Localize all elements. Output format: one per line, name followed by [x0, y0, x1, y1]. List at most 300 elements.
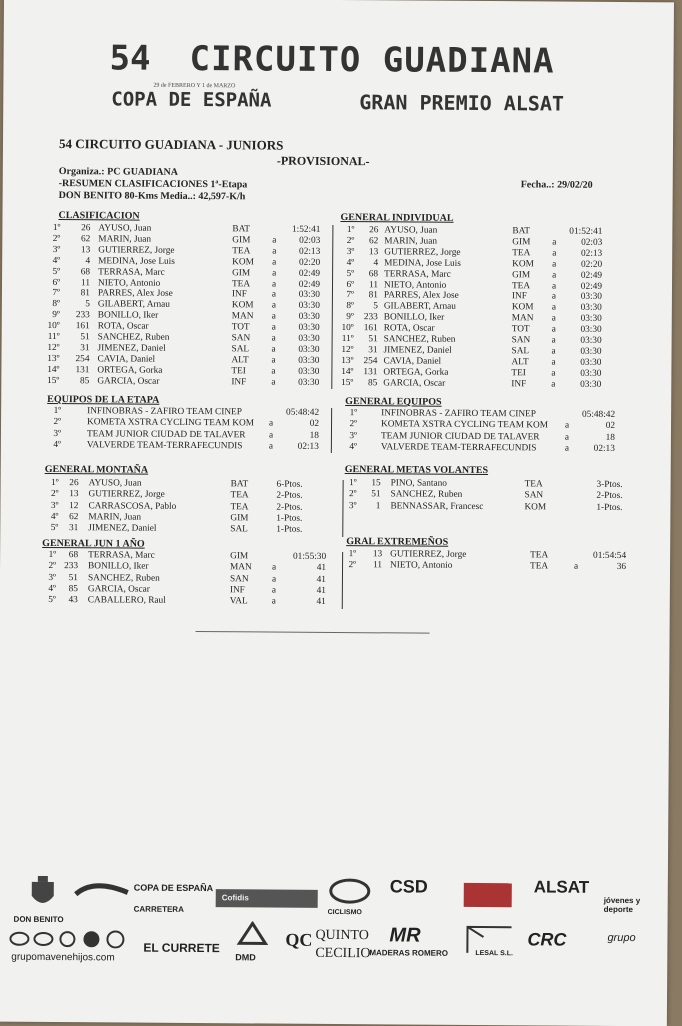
cell-name: SANCHEZ, Ruben	[98, 332, 170, 343]
cell-team: ALT	[511, 357, 528, 367]
maderas-romero-logo: MADERAS ROMERO	[369, 948, 448, 958]
cell-pos: 5º	[0, 595, 56, 605]
alsat-logo: ALSAT	[534, 877, 590, 897]
cell-team: INF	[512, 292, 527, 302]
cell-dorsal: 11	[30, 277, 90, 287]
cell-pos: 2º	[294, 236, 354, 246]
cell-team: VAL	[230, 596, 248, 606]
cell-time: 02:49	[260, 279, 320, 289]
cell-pos: 15º	[0, 375, 59, 385]
cell-pos: 4º	[0, 255, 60, 265]
cell-team: TOT	[232, 322, 250, 332]
cell-dorsal: 161	[30, 321, 90, 331]
cell-name: GARCIA, Oscar	[97, 376, 159, 386]
cell-a: a	[565, 421, 569, 431]
cell-dorsal: 4	[30, 256, 90, 266]
cell-pos: 2º	[297, 419, 357, 429]
cell-dorsal: 31	[18, 523, 78, 533]
cell-time: 03:30	[541, 379, 601, 389]
cell-name: NIETO, Antonio	[390, 561, 452, 571]
cell-time: 03:30	[541, 357, 601, 367]
cell-pos: 11º	[0, 332, 60, 342]
cell-dorsal: 161	[318, 323, 378, 333]
cell-pos: 1º	[294, 225, 354, 235]
cell-team: TEA	[512, 281, 530, 291]
cell-team: SAL	[512, 346, 530, 356]
cell-name: SANCHEZ, Ruben	[391, 490, 463, 501]
cell-dorsal: 68	[30, 266, 90, 276]
carretera-text: CARRETERA	[134, 905, 184, 914]
cell-dorsal: 31	[318, 345, 378, 355]
cell-team: KOM	[524, 502, 546, 512]
cell-team: TEA	[231, 491, 249, 501]
cell-pos: 12º	[0, 343, 60, 353]
cell-dorsal: 26	[19, 478, 79, 488]
cell-team: SAL	[230, 524, 248, 534]
cell-time: 05:48:42	[555, 410, 615, 420]
cell-pos: 13º	[293, 355, 353, 365]
cell-time: 03:30	[542, 325, 602, 335]
cell-pos: 7º	[294, 290, 354, 300]
cell-time: 02:03	[260, 235, 320, 245]
cell-dorsal: 51	[318, 334, 378, 344]
cell-name: PARRES, Alex Jose	[384, 291, 459, 302]
jovenes-deporte-logo: jóvenes y deporte	[604, 896, 656, 914]
cell-time: 03:30	[259, 377, 319, 387]
cell-time: 03:30	[541, 368, 601, 378]
cell-dorsal: 68	[318, 268, 378, 278]
cell-a: a	[552, 325, 556, 335]
cell-pts: 1-Ptos.	[242, 525, 302, 535]
cell-name: TERRASA, Marc	[98, 267, 165, 277]
cell-time: 02	[259, 419, 319, 429]
cell-team: TEI	[511, 368, 526, 378]
cell-pos: 9º	[294, 312, 354, 322]
cell-a: a	[271, 366, 275, 376]
csd-logo: CSD	[390, 876, 428, 897]
cell-name: MARIN, Juan	[384, 236, 437, 246]
cell-team: SAN	[525, 491, 544, 501]
cell-name: GUTIERREZ, Jorge	[390, 549, 466, 560]
cell-a: a	[551, 379, 555, 389]
cell-name: BONILLO, Iker	[98, 311, 158, 321]
cell-dorsal: 85	[18, 584, 78, 594]
cell-team: BAT	[232, 224, 250, 234]
cell-dorsal: 68	[18, 550, 78, 560]
dmd-emblem-icon	[235, 921, 269, 947]
cell-team: TEA	[230, 502, 248, 512]
cell-dorsal: 31	[30, 343, 90, 353]
cell-dorsal: 254	[29, 354, 89, 364]
cell-dorsal: 51	[30, 332, 90, 342]
cell-pos: 4º	[294, 257, 354, 267]
cell-team: TOT	[512, 324, 530, 334]
cell-pos: 3º	[0, 572, 56, 582]
cell-dorsal: 81	[318, 290, 378, 300]
car-brands-logos	[9, 930, 129, 954]
cell-name: PARRES, Alex Jose	[98, 289, 173, 300]
cell-pos: 14º	[0, 364, 59, 374]
cell-pos: 1º	[297, 478, 357, 488]
event-dates: 29 de FEBRERO Y 1 de MARZO	[153, 83, 235, 90]
section-gral-extremenos: GRAL EXTREMEÑOS	[346, 536, 448, 548]
cell-a: a	[269, 430, 273, 440]
cell-name: GILABERT, Arnau	[98, 300, 170, 311]
cell-time: 02:13	[542, 248, 602, 258]
cell-pos: 1º	[1, 406, 61, 416]
cell-name: JIMENEZ, Daniel	[384, 345, 452, 355]
cell-name: ROTA, Oscar	[384, 323, 435, 333]
cell-dorsal: 4	[318, 258, 378, 268]
cell-time: 03:30	[260, 344, 320, 354]
cell-a: a	[272, 563, 276, 573]
cell-time: 02:13	[259, 441, 319, 451]
cell-dorsal: 13	[30, 245, 90, 255]
cell-dorsal: 5	[30, 299, 90, 309]
cell-team: INF	[511, 379, 526, 389]
cell-team: GIM	[230, 551, 248, 561]
stage-line: DON BENITO 80-Kms Media..: 42,597-K/h	[59, 190, 246, 202]
cell-pts: 1-Ptos.	[562, 502, 622, 512]
cell-a: a	[272, 279, 276, 289]
cell-dorsal: 62	[30, 234, 90, 244]
cell-time: 03:30	[259, 366, 319, 376]
section-clasificacion: CLASIFICACION	[58, 210, 139, 222]
copa-espana-logo	[74, 882, 130, 907]
cell-pos: 3º	[296, 500, 356, 510]
cell-name: VALVERDE TEAM-TERRAFECUNDIS	[87, 440, 243, 451]
cell-name: BONILLO, Iker	[384, 313, 444, 323]
cell-team: KOM	[232, 257, 254, 267]
cell-time: 03:30	[542, 346, 602, 356]
lesal-logo: LESAL S.L.	[457, 923, 513, 957]
section-general-metas: GENERAL METAS VOLANTES	[345, 464, 488, 476]
cell-pos: 9º	[0, 310, 60, 320]
cell-pts: 2-Ptos.	[563, 491, 623, 501]
cell-dorsal: 233	[318, 312, 378, 322]
cell-name: TERRASA, Marc	[88, 550, 155, 560]
cell-a: a	[552, 314, 556, 324]
cell-dorsal: 26	[318, 225, 378, 235]
cell-a: a	[552, 292, 556, 302]
cell-dorsal: 13	[318, 247, 378, 257]
cell-time: 03:30	[259, 355, 319, 365]
coat-of-arms-icon	[28, 876, 58, 910]
copa-espana-text: COPA DE ESPAÑA	[134, 883, 213, 894]
cell-a: a	[272, 301, 276, 311]
general-montana-table	[4, 0, 674, 2]
cell-team: BAT	[512, 226, 530, 236]
cell-a: a	[552, 303, 556, 313]
cell-name: TERRASA, Marc	[384, 269, 451, 279]
cell-name: NIETO, Antonio	[384, 280, 446, 290]
cell-a: a	[272, 344, 276, 354]
ciclismo-logo: CICLISMO	[328, 878, 372, 916]
cell-a: a	[272, 246, 276, 256]
cell-time: 02:49	[542, 281, 602, 291]
cell-team: GIM	[230, 513, 248, 523]
cell-name: TEAM JUNIOR CIUDAD DE TALAVER	[87, 429, 246, 440]
cell-dorsal: 51	[321, 489, 381, 499]
cell-team: KOM	[512, 259, 534, 269]
cell-time: 03:30	[542, 314, 602, 324]
cell-team: TEA	[530, 550, 548, 560]
cell-team: INF	[231, 377, 246, 387]
cell-name: CAVIA, Daniel	[97, 354, 155, 364]
cell-time: 03:30	[260, 323, 320, 333]
cell-name: VALVERDE TEAM-TERRAFECUNDIS	[381, 442, 537, 453]
car-brand-icons	[9, 930, 129, 949]
general-equipos-table	[4, 0, 674, 2]
cell-pos: 4º	[1, 440, 61, 450]
cell-team: TEA	[232, 246, 250, 256]
cell-a: a	[271, 355, 275, 365]
cell-dorsal: 15	[321, 478, 381, 488]
cell-team: SAN	[230, 574, 249, 584]
general-jun1-table	[4, 0, 674, 2]
cell-name: BONILLO, Iker	[88, 562, 148, 572]
cell-a: a	[552, 248, 556, 258]
cell-time: 03:30	[542, 303, 602, 313]
cell-pos: 1º	[0, 223, 60, 233]
cell-time: 03:30	[542, 335, 602, 345]
crc-logo: CRC	[527, 929, 566, 950]
cell-team: KOM	[232, 301, 254, 311]
cell-a: a	[272, 268, 276, 278]
cell-dorsal: 11	[322, 560, 382, 570]
cell-team: ALT	[231, 355, 248, 365]
spain-government-logo	[464, 883, 512, 907]
cell-time: 05:48:42	[259, 407, 319, 417]
cell-time: 02:20	[542, 259, 602, 269]
cell-pos: 2º	[1, 417, 61, 427]
cell-pos: 13º	[0, 353, 60, 363]
cell-pos: 4º	[0, 512, 58, 522]
cell-team: SAL	[232, 344, 250, 354]
cell-pos: 10º	[294, 323, 354, 333]
cell-time: 41	[266, 585, 326, 595]
cell-time: 03:30	[260, 290, 320, 300]
cell-a: a	[272, 585, 276, 595]
cell-pos: 10º	[0, 321, 60, 331]
cell-pos: 2º	[297, 489, 357, 499]
cell-pts: 2-Ptos.	[243, 491, 303, 501]
cell-team: TEI	[231, 366, 246, 376]
cell-time: 03:30	[260, 333, 320, 343]
cell-time: 03:30	[260, 312, 320, 322]
cell-dorsal: 254	[317, 356, 377, 366]
cell-dorsal: 13	[322, 549, 382, 559]
cell-time: 18	[555, 432, 615, 442]
cell-dorsal: 81	[30, 288, 90, 298]
cell-pos: 2º	[0, 489, 59, 499]
cell-team: BAT	[231, 479, 249, 489]
cell-team: GIM	[232, 235, 250, 245]
cell-time: 01:54:54	[566, 551, 626, 561]
cell-team: INF	[232, 290, 247, 300]
cell-time: 18	[259, 430, 319, 440]
cell-name: NIETO, Antonio	[98, 278, 160, 288]
cell-a: a	[269, 441, 273, 451]
cell-name: ORTEGA, Gorka	[383, 367, 448, 377]
cell-pts: 1-Ptos.	[242, 513, 302, 523]
cell-pos: 15º	[293, 377, 353, 387]
cell-dorsal: 85	[317, 377, 377, 387]
cofidis-logo: Cofidis	[216, 889, 318, 908]
cell-time: 01:52:41	[542, 226, 602, 236]
dmd-logo: DMD	[235, 921, 269, 962]
cell-name: MARIN, Juan	[88, 512, 141, 522]
cell-name: ORTEGA, Gorka	[97, 365, 162, 375]
cell-name: MARIN, Juan	[98, 234, 151, 244]
cell-a: a	[552, 259, 556, 269]
section-general-equipos: GENERAL EQUIPOS	[345, 396, 441, 408]
cell-name: AYUSO, Juan	[384, 225, 437, 235]
cell-a: a	[272, 257, 276, 267]
cell-a: a	[574, 562, 578, 572]
cell-name: CARRASCOSA, Pablo	[88, 501, 176, 512]
general-individual-table	[4, 0, 674, 2]
mr-monogram: MR	[389, 924, 420, 947]
cell-name: GARCIA, Oscar	[383, 378, 445, 388]
cell-name: GILABERT, Arnau	[384, 302, 456, 313]
cell-a: a	[552, 335, 556, 345]
section-equipos-etapa: EQUIPOS DE LA ETAPA	[47, 394, 159, 406]
cell-name: GARCIA, Oscar	[88, 584, 150, 594]
cell-a: a	[552, 281, 556, 291]
cell-pos: 3º	[0, 500, 58, 510]
cell-a: a	[272, 597, 276, 607]
cell-a: a	[271, 377, 275, 387]
section-general-jun1: GENERAL JUN 1 AÑO	[42, 538, 145, 550]
cell-a: a	[565, 432, 569, 442]
quinto-text: QUINTO	[315, 928, 369, 944]
qc-logo: QC	[285, 930, 312, 951]
cell-time: 03:30	[542, 292, 602, 302]
cell-dorsal: 131	[29, 365, 89, 375]
cell-dorsal: 1	[320, 500, 380, 510]
cell-time: 01:55:30	[266, 552, 326, 562]
cell-team: TEA	[232, 279, 250, 289]
doc-title: 54 CIRCUITO GUADIANA - JUNIORS	[59, 136, 284, 154]
cell-time: 02:49	[260, 268, 320, 278]
cell-time: 02	[555, 421, 615, 431]
cell-pos: 11º	[294, 334, 354, 344]
equipos-etapa-table	[4, 0, 674, 2]
cell-pos: 8º	[294, 301, 354, 311]
section-general-individual: GENERAL INDIVIDUAL	[340, 212, 453, 224]
cell-a: a	[272, 235, 276, 245]
cell-dorsal: 5	[318, 301, 378, 311]
cell-time: 1:52:41	[260, 224, 320, 234]
cell-pos: 3º	[294, 246, 354, 256]
cell-a: a	[552, 346, 556, 356]
cell-name: BENNASSAR, Francesc	[390, 501, 483, 512]
cell-team: MAN	[230, 563, 252, 573]
cell-pos: 2º	[0, 561, 56, 571]
cycling-federation-icon	[328, 878, 372, 904]
cell-name: SANCHEZ, Ruben	[384, 334, 456, 345]
cell-name: PINO, Santano	[391, 478, 447, 488]
cell-dorsal: 26	[30, 223, 90, 233]
cell-team: KOM	[512, 303, 534, 313]
cell-pts: 2-Ptos.	[242, 502, 302, 512]
cell-time: 41	[266, 574, 326, 584]
cell-name: JIMENEZ, Daniel	[98, 343, 166, 353]
cell-pos: 1º	[297, 408, 357, 418]
copa-logo-text: COPA DE ESPAÑA	[111, 88, 271, 111]
cell-a: a	[272, 323, 276, 333]
cell-pos: 7º	[0, 288, 60, 298]
cell-team: MAN	[232, 311, 254, 321]
cell-name: INFINOBRAS - ZAFIRO TEAM CINEP	[87, 406, 242, 417]
general-metas-table	[4, 0, 674, 2]
cell-a: a	[272, 574, 276, 584]
cell-pos: 1º	[0, 550, 56, 560]
cecilio-text: CECILIO	[315, 946, 370, 962]
cell-time: 41	[266, 597, 326, 607]
cell-name: KOMETA XSTRA CYCLING TEAM KOM	[381, 420, 548, 431]
cell-pos: 6º	[294, 279, 354, 289]
cell-dorsal: 51	[18, 572, 78, 582]
cell-name: CAVIA, Daniel	[383, 356, 441, 366]
cell-pos: 2º	[0, 234, 60, 244]
organiza-line: Organiza.: PC GUADIANA	[59, 166, 178, 178]
cell-time: 02:03	[542, 237, 602, 247]
cell-a: a	[552, 237, 556, 247]
cell-pos: 5º	[0, 523, 58, 533]
cell-team: GIM	[512, 237, 530, 247]
cell-a: a	[272, 334, 276, 344]
cell-dorsal: 62	[18, 512, 78, 522]
cell-team: INF	[230, 585, 245, 595]
cell-a: a	[269, 419, 273, 429]
cell-name: GUTIERREZ, Jorge	[384, 247, 460, 258]
cell-pos: 5º	[0, 266, 60, 276]
event-number: 54	[109, 38, 150, 78]
cell-pos: 1º	[0, 478, 59, 488]
cell-pos: 2º	[296, 560, 356, 570]
doc-status: -PROVISIONAL-	[277, 154, 370, 170]
cell-pos: 6º	[0, 277, 60, 287]
don-benito-logo: DON BENITO	[28, 876, 64, 924]
cell-name: CABALLERO, Raul	[88, 595, 166, 606]
cell-time: 02:13	[260, 246, 320, 256]
resumen-line: -RESUMEN CLASIFICACIONES 1ª-Etapa	[59, 178, 248, 190]
cell-name: AYUSO, Juan	[89, 478, 142, 488]
cell-dorsal: 11	[318, 279, 378, 289]
cell-time: 02:49	[542, 270, 602, 280]
cell-pos: 4º	[297, 442, 357, 452]
cell-pos: 4º	[0, 584, 56, 594]
cell-time: 41	[266, 563, 326, 573]
swoosh-icon	[74, 882, 130, 902]
cell-name: ROTA, Oscar	[98, 321, 149, 331]
cell-pos: 3º	[297, 430, 357, 440]
cell-team: SAN	[232, 333, 251, 343]
cell-time: 36	[566, 562, 626, 572]
cell-a: a	[565, 443, 569, 453]
cell-dorsal: 233	[18, 561, 78, 571]
cell-dorsal: 12	[18, 500, 78, 510]
divider-line	[196, 631, 430, 634]
cell-time: 03:30	[260, 301, 320, 311]
grupo-web-text: grupomavenehijos.com	[11, 952, 114, 964]
cell-time: 02:13	[555, 443, 615, 453]
cell-a: a	[552, 270, 556, 280]
cell-name: GUTIERREZ, Jorge	[89, 490, 165, 501]
cell-name: INFINOBRAS - ZAFIRO TEAM CINEP	[381, 408, 536, 419]
